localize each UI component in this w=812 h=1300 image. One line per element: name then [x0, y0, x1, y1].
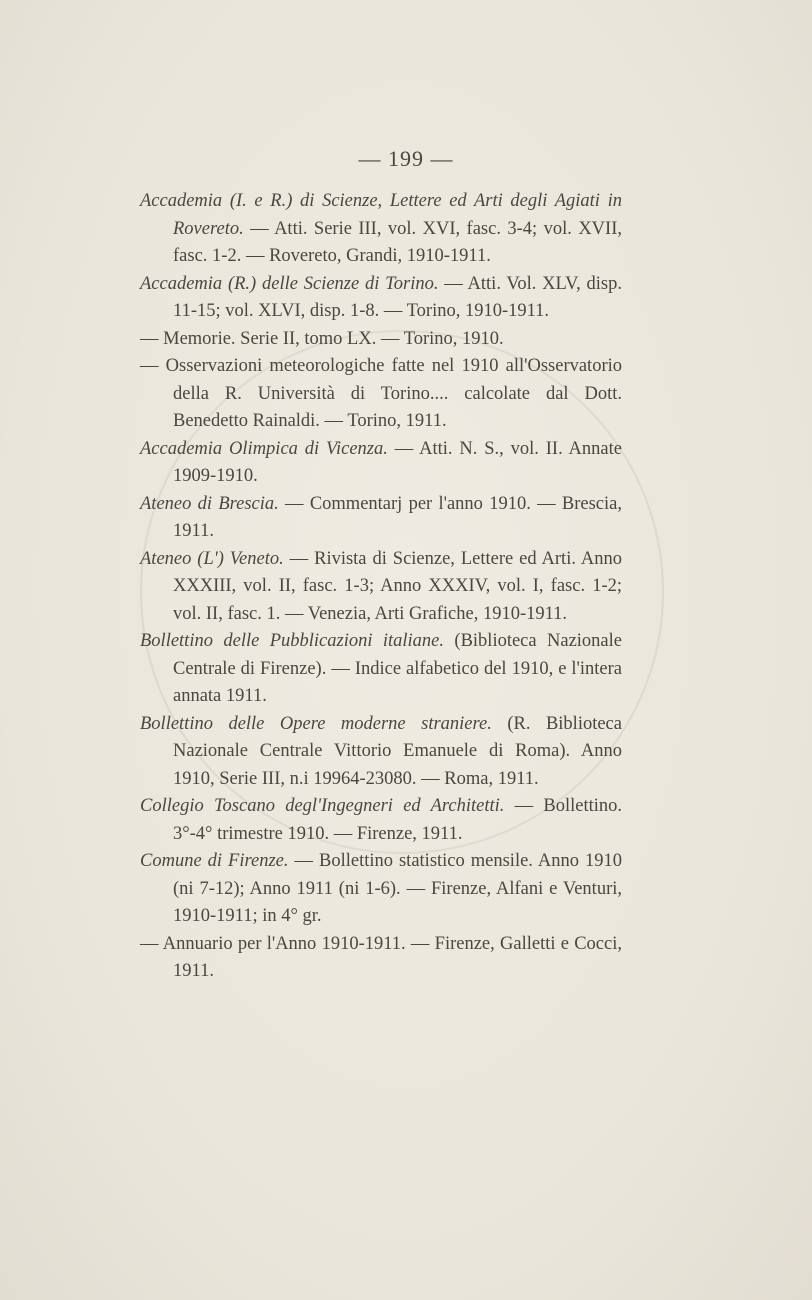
- bibliography-entry: [140, 436, 622, 491]
- bibliography-list: [140, 188, 622, 986]
- entry-details: — Atti. Vol. XLV, disp. 11-15; vol. XLVI, disp. 1-8. — Torino, 1910-1911.: [173, 273, 622, 321]
- entry-details: — Commentarj per l'anno 1910. — Brescia, 1911.: [173, 493, 622, 541]
- entry-details: (R. Biblioteca Nazionale Centrale Vittorio Emanuele di Roma). Anno 1910, Serie III, n.i 19964-23080. — Roma, 1911.: [173, 713, 622, 789]
- bibliography-entry: [140, 271, 622, 326]
- entry-title: Ateneo (L') Veneto.: [140, 548, 284, 569]
- entry-title: Accademia (I. e R.) di Scienze, Lettere ed Arti degli Agiati in Rovereto.: [140, 191, 622, 239]
- entry-details: — Atti. N. S., vol. II. Annate 1909-1910.: [173, 438, 622, 486]
- entry-title: Bollettino delle Opere moderne straniere.: [140, 713, 492, 734]
- entry-details: — Bollettino. 3°-4° trimestre 1910. — Firenze, 1911.: [173, 796, 623, 844]
- bibliography-entry: [140, 848, 622, 931]
- entry-details: — Annuario per l'Anno 1910-1911. — Firenze, Galletti e Cocci, 1911.: [140, 933, 622, 981]
- entry-details: (Biblioteca Nazionale Centrale di Firenze). — Indice alfabetico del 1910, e l'intera annata 1911.: [173, 631, 622, 706]
- bibliography-entry: [140, 931, 622, 986]
- bibliography-entry: [140, 491, 622, 546]
- entry-details: — Bollettino statistico mensile. Anno 1910 (ni 7-12); Anno 1911 (ni 1-6). — Firenze, Alfani e Venturi, 1910-1911; in 4° gr.: [173, 851, 622, 926]
- entry-title: Collegio Toscano degl'Ingegneri ed Architetti.: [140, 796, 505, 816]
- entry-title: Bollettino delle Pubblicazioni italiane.: [140, 631, 445, 651]
- bibliography-entry: [140, 326, 622, 354]
- entry-details: — Memorie. Serie II, tomo LX. — Torino, 1910.: [140, 328, 504, 349]
- page-number: — 199 —: [358, 146, 454, 171]
- entry-title: Comune di Firenze.: [140, 851, 289, 871]
- entry-title: Accademia (R.) delle Scienze di Torino.: [140, 273, 439, 294]
- bibliography-entry: [140, 793, 622, 848]
- entry-title: Ateneo di Brescia.: [140, 493, 279, 514]
- bibliography-entry: [140, 188, 622, 271]
- bibliography-entry: [140, 546, 622, 629]
- entry-details: — Atti. Serie III, vol. XVI, fasc. 3-4; vol. XVII, fasc. 1-2. — Rovereto, Grandi, 1910-1911.: [173, 218, 622, 266]
- entry-title: Accademia Olimpica di Vicenza.: [140, 438, 388, 459]
- bibliography-entry: [140, 628, 622, 711]
- bibliography-entry: [140, 711, 622, 794]
- entry-details: — Rivista di Scienze, Lettere ed Arti. Anno XXXIII, vol. II, fasc. 1-3; Anno XXXIV, vol. I, fasc. 1-2; vol. II, fasc. 1. — Venezia, Arti Grafiche, 1910-1911.: [173, 548, 622, 624]
- bibliography-entry: [140, 353, 622, 436]
- entry-details: — Osservazioni meteorologiche fatte nel 1910 all'Osservatorio della R. Università di Torino.... calcolate dal Dott. Benedetto Rainaldi. — Torino, 1911.: [140, 356, 622, 431]
